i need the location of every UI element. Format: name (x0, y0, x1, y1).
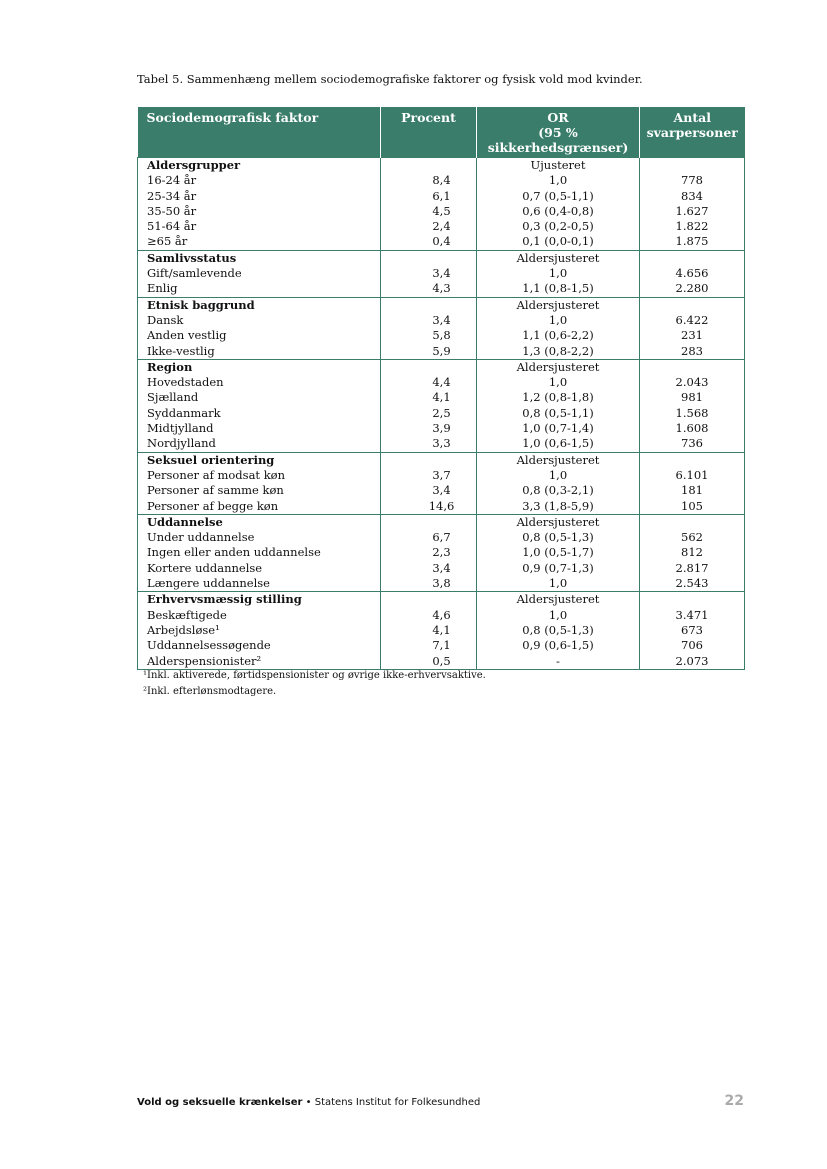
group-title: Uddannelse (138, 514, 381, 530)
group-title: Aldersgrupper (138, 158, 381, 174)
table-row (138, 545, 745, 560)
group-count-empty (640, 158, 745, 174)
row-label: Enlig (138, 281, 381, 297)
group-pct-empty (381, 297, 477, 313)
group-pct-empty (381, 514, 477, 530)
row-label: Personer af begge køn (138, 499, 381, 515)
row-or: 1,2 (0,8-1,8) (477, 390, 640, 405)
row-count: 562 (640, 530, 745, 545)
row-count: 105 (640, 499, 745, 515)
row-count: 3.471 (640, 608, 745, 623)
row-count: 4.656 (640, 266, 745, 281)
group-adjustment: Aldersjusteret (477, 297, 640, 313)
row-or: 1,0 (477, 266, 640, 281)
group-pct-empty (381, 592, 477, 608)
page-number: 22 (724, 1093, 744, 1109)
row-or: 1,1 (0,6-2,2) (477, 328, 640, 343)
row-or: 0,8 (0,3-2,1) (477, 483, 640, 498)
row-or: 0,9 (0,6-1,5) (477, 638, 640, 653)
table-row (138, 189, 745, 204)
row-or: 1,3 (0,8-2,2) (477, 344, 640, 360)
row-count: 812 (640, 545, 745, 560)
group-title: Region (138, 359, 381, 375)
group-title: Etnisk baggrund (138, 297, 381, 313)
row-label: Dansk (138, 313, 381, 328)
footer-org: Statens Institut for Folkesundhed (314, 1097, 481, 1108)
row-label: Alderspensionister² (138, 654, 381, 670)
group-adjustment: Aldersjusteret (477, 514, 640, 530)
row-percent: 3,4 (381, 266, 477, 281)
group-pct-empty (381, 452, 477, 468)
group-adjustment: Ujusteret (477, 158, 640, 174)
row-label: Ikke-vestlig (138, 344, 381, 360)
row-or: 0,8 (0,5-1,3) (477, 623, 640, 638)
group-header-row (138, 250, 745, 266)
row-or: 1,0 (477, 313, 640, 328)
group-header-row (138, 158, 745, 174)
table-row (138, 375, 745, 390)
row-count: 736 (640, 436, 745, 452)
row-percent: 2,4 (381, 219, 477, 234)
row-or: 0,1 (0,0-0,1) (477, 234, 640, 250)
row-count: 1.627 (640, 204, 745, 219)
group-count-empty (640, 514, 745, 530)
row-or: 0,8 (0,5-1,1) (477, 406, 640, 421)
group-count-empty (640, 452, 745, 468)
group-adjustment: Aldersjusteret (477, 359, 640, 375)
row-or: 0,8 (0,5-1,3) (477, 530, 640, 545)
table-row (138, 406, 745, 421)
row-percent: 2,5 (381, 406, 477, 421)
table-body (138, 158, 745, 670)
table-row (138, 204, 745, 219)
group-title: Erhvervsmæssig stilling (138, 592, 381, 608)
data-table (137, 107, 745, 670)
footnote-1: ¹Inkl. aktiverede, førtidspensionister og øvrige ikke-erhvervsaktive. (143, 670, 486, 681)
row-percent: 8,4 (381, 173, 477, 188)
table-header-row (138, 107, 745, 158)
group-header-row (138, 452, 745, 468)
row-label: Kortere uddannelse (138, 561, 381, 576)
table-row (138, 421, 745, 436)
group-header-row (138, 514, 745, 530)
row-or: 0,6 (0,4-0,8) (477, 204, 640, 219)
row-label: Beskæftigede (138, 608, 381, 623)
row-label: Midtjylland (138, 421, 381, 436)
header-or-line2: (95 % sikkerhedsgrænser) (487, 125, 629, 155)
group-adjustment: Aldersjusteret (477, 250, 640, 266)
row-label: Personer af modsat køn (138, 468, 381, 483)
row-count: 834 (640, 189, 745, 204)
row-or: 0,9 (0,7-1,3) (477, 561, 640, 576)
row-or: 0,7 (0,5-1,1) (477, 189, 640, 204)
row-or: 1,0 (0,7-1,4) (477, 421, 640, 436)
group-count-empty (640, 297, 745, 313)
row-label: ≥65 år (138, 234, 381, 250)
footer-separator: • (305, 1097, 312, 1108)
table-row (138, 313, 745, 328)
table-row (138, 234, 745, 250)
row-label: 51-64 år (138, 219, 381, 234)
row-count: 1.822 (640, 219, 745, 234)
header-factor: Sociodemografisk faktor (138, 107, 381, 158)
group-title: Samlivsstatus (138, 250, 381, 266)
table-row (138, 173, 745, 188)
row-percent: 4,4 (381, 375, 477, 390)
row-or: 1,0 (477, 375, 640, 390)
group-adjustment: Aldersjusteret (477, 592, 640, 608)
row-label: Arbejdsløse¹ (138, 623, 381, 638)
row-count: 2.543 (640, 576, 745, 592)
row-label: Uddannelsessøgende (138, 638, 381, 653)
group-pct-empty (381, 250, 477, 266)
row-percent: 5,8 (381, 328, 477, 343)
row-count: 1.875 (640, 234, 745, 250)
row-count: 673 (640, 623, 745, 638)
row-count: 231 (640, 328, 745, 343)
row-percent: 4,5 (381, 204, 477, 219)
table-row (138, 654, 745, 670)
table-row (138, 219, 745, 234)
row-count: 283 (640, 344, 745, 360)
row-label: Anden vestlig (138, 328, 381, 343)
row-label: 35-50 år (138, 204, 381, 219)
row-or: 0,3 (0,2-0,5) (477, 219, 640, 234)
row-count: 2.043 (640, 375, 745, 390)
table-row (138, 468, 745, 483)
row-label: 16-24 år (138, 173, 381, 188)
row-percent: 7,1 (381, 638, 477, 653)
table-row (138, 266, 745, 281)
row-percent: 6,1 (381, 189, 477, 204)
table-row (138, 576, 745, 592)
table-row (138, 344, 745, 360)
row-percent: 4,1 (381, 390, 477, 405)
group-pct-empty (381, 158, 477, 174)
row-percent: 3,4 (381, 313, 477, 328)
row-count: 2.817 (640, 561, 745, 576)
table-row (138, 530, 745, 545)
row-percent: 14,6 (381, 499, 477, 515)
row-label: Gift/samlevende (138, 266, 381, 281)
row-label: Hovedstaden (138, 375, 381, 390)
group-count-empty (640, 359, 745, 375)
row-percent: 3,8 (381, 576, 477, 592)
footer-title: Vold og seksuelle krænkelser (137, 1097, 303, 1108)
row-percent: 4,1 (381, 623, 477, 638)
page-footer (137, 1097, 480, 1108)
row-or: 1,0 (477, 173, 640, 188)
table-row (138, 608, 745, 623)
row-label: Personer af samme køn (138, 483, 381, 498)
table-row (138, 561, 745, 576)
table-row (138, 483, 745, 498)
table-row (138, 623, 745, 638)
row-count: 2.280 (640, 281, 745, 297)
group-header-row (138, 297, 745, 313)
row-label: Ingen eller anden uddannelse (138, 545, 381, 560)
header-count-line2: svarpersoner (646, 125, 738, 140)
row-count: 1.568 (640, 406, 745, 421)
row-count: 6.422 (640, 313, 745, 328)
row-percent: 4,6 (381, 608, 477, 623)
table-row (138, 499, 745, 515)
row-percent: 3,9 (381, 421, 477, 436)
footnote-2: ²Inkl. efterlønsmodtagere. (143, 686, 277, 697)
table-row (138, 390, 745, 405)
row-or: 1,0 (477, 608, 640, 623)
group-title: Seksuel orientering (138, 452, 381, 468)
row-or: 1,0 (477, 576, 640, 592)
row-percent: 0,5 (381, 654, 477, 670)
row-count: 706 (640, 638, 745, 653)
row-count: 181 (640, 483, 745, 498)
row-count: 981 (640, 390, 745, 405)
row-label: Under uddannelse (138, 530, 381, 545)
table-row (138, 328, 745, 343)
row-label: Længere uddannelse (138, 576, 381, 592)
header-or-line1: OR (547, 110, 569, 125)
header-count (640, 107, 745, 158)
row-percent: 2,3 (381, 545, 477, 560)
row-label: Sjælland (138, 390, 381, 405)
row-label: Syddanmark (138, 406, 381, 421)
table-row (138, 638, 745, 653)
row-count: 778 (640, 173, 745, 188)
table-row (138, 281, 745, 297)
table-caption: Tabel 5. Sammenhæng mellem sociodemografiske faktorer og fysisk vold mod kvinder. (137, 72, 643, 86)
group-adjustment: Aldersjusteret (477, 452, 640, 468)
group-header-row (138, 592, 745, 608)
table-container (137, 107, 744, 670)
row-or: 3,3 (1,8-5,9) (477, 499, 640, 515)
row-or: 1,0 (0,6-1,5) (477, 436, 640, 452)
table-row (138, 436, 745, 452)
row-percent: 3,3 (381, 436, 477, 452)
group-pct-empty (381, 359, 477, 375)
row-or: 1,0 (0,5-1,7) (477, 545, 640, 560)
header-count-line1: Antal (673, 110, 711, 125)
row-count: 1.608 (640, 421, 745, 436)
row-or: 1,0 (477, 468, 640, 483)
group-count-empty (640, 592, 745, 608)
row-percent: 4,3 (381, 281, 477, 297)
header-percent: Procent (381, 107, 477, 158)
row-count: 6.101 (640, 468, 745, 483)
row-label: Nordjylland (138, 436, 381, 452)
row-percent: 3,4 (381, 483, 477, 498)
row-label: 25-34 år (138, 189, 381, 204)
row-count: 2.073 (640, 654, 745, 670)
group-count-empty (640, 250, 745, 266)
row-or: - (477, 654, 640, 670)
row-percent: 5,9 (381, 344, 477, 360)
row-percent: 3,4 (381, 561, 477, 576)
group-header-row (138, 359, 745, 375)
row-percent: 3,7 (381, 468, 477, 483)
row-or: 1,1 (0,8-1,5) (477, 281, 640, 297)
row-percent: 0,4 (381, 234, 477, 250)
header-or (477, 107, 640, 158)
row-percent: 6,7 (381, 530, 477, 545)
